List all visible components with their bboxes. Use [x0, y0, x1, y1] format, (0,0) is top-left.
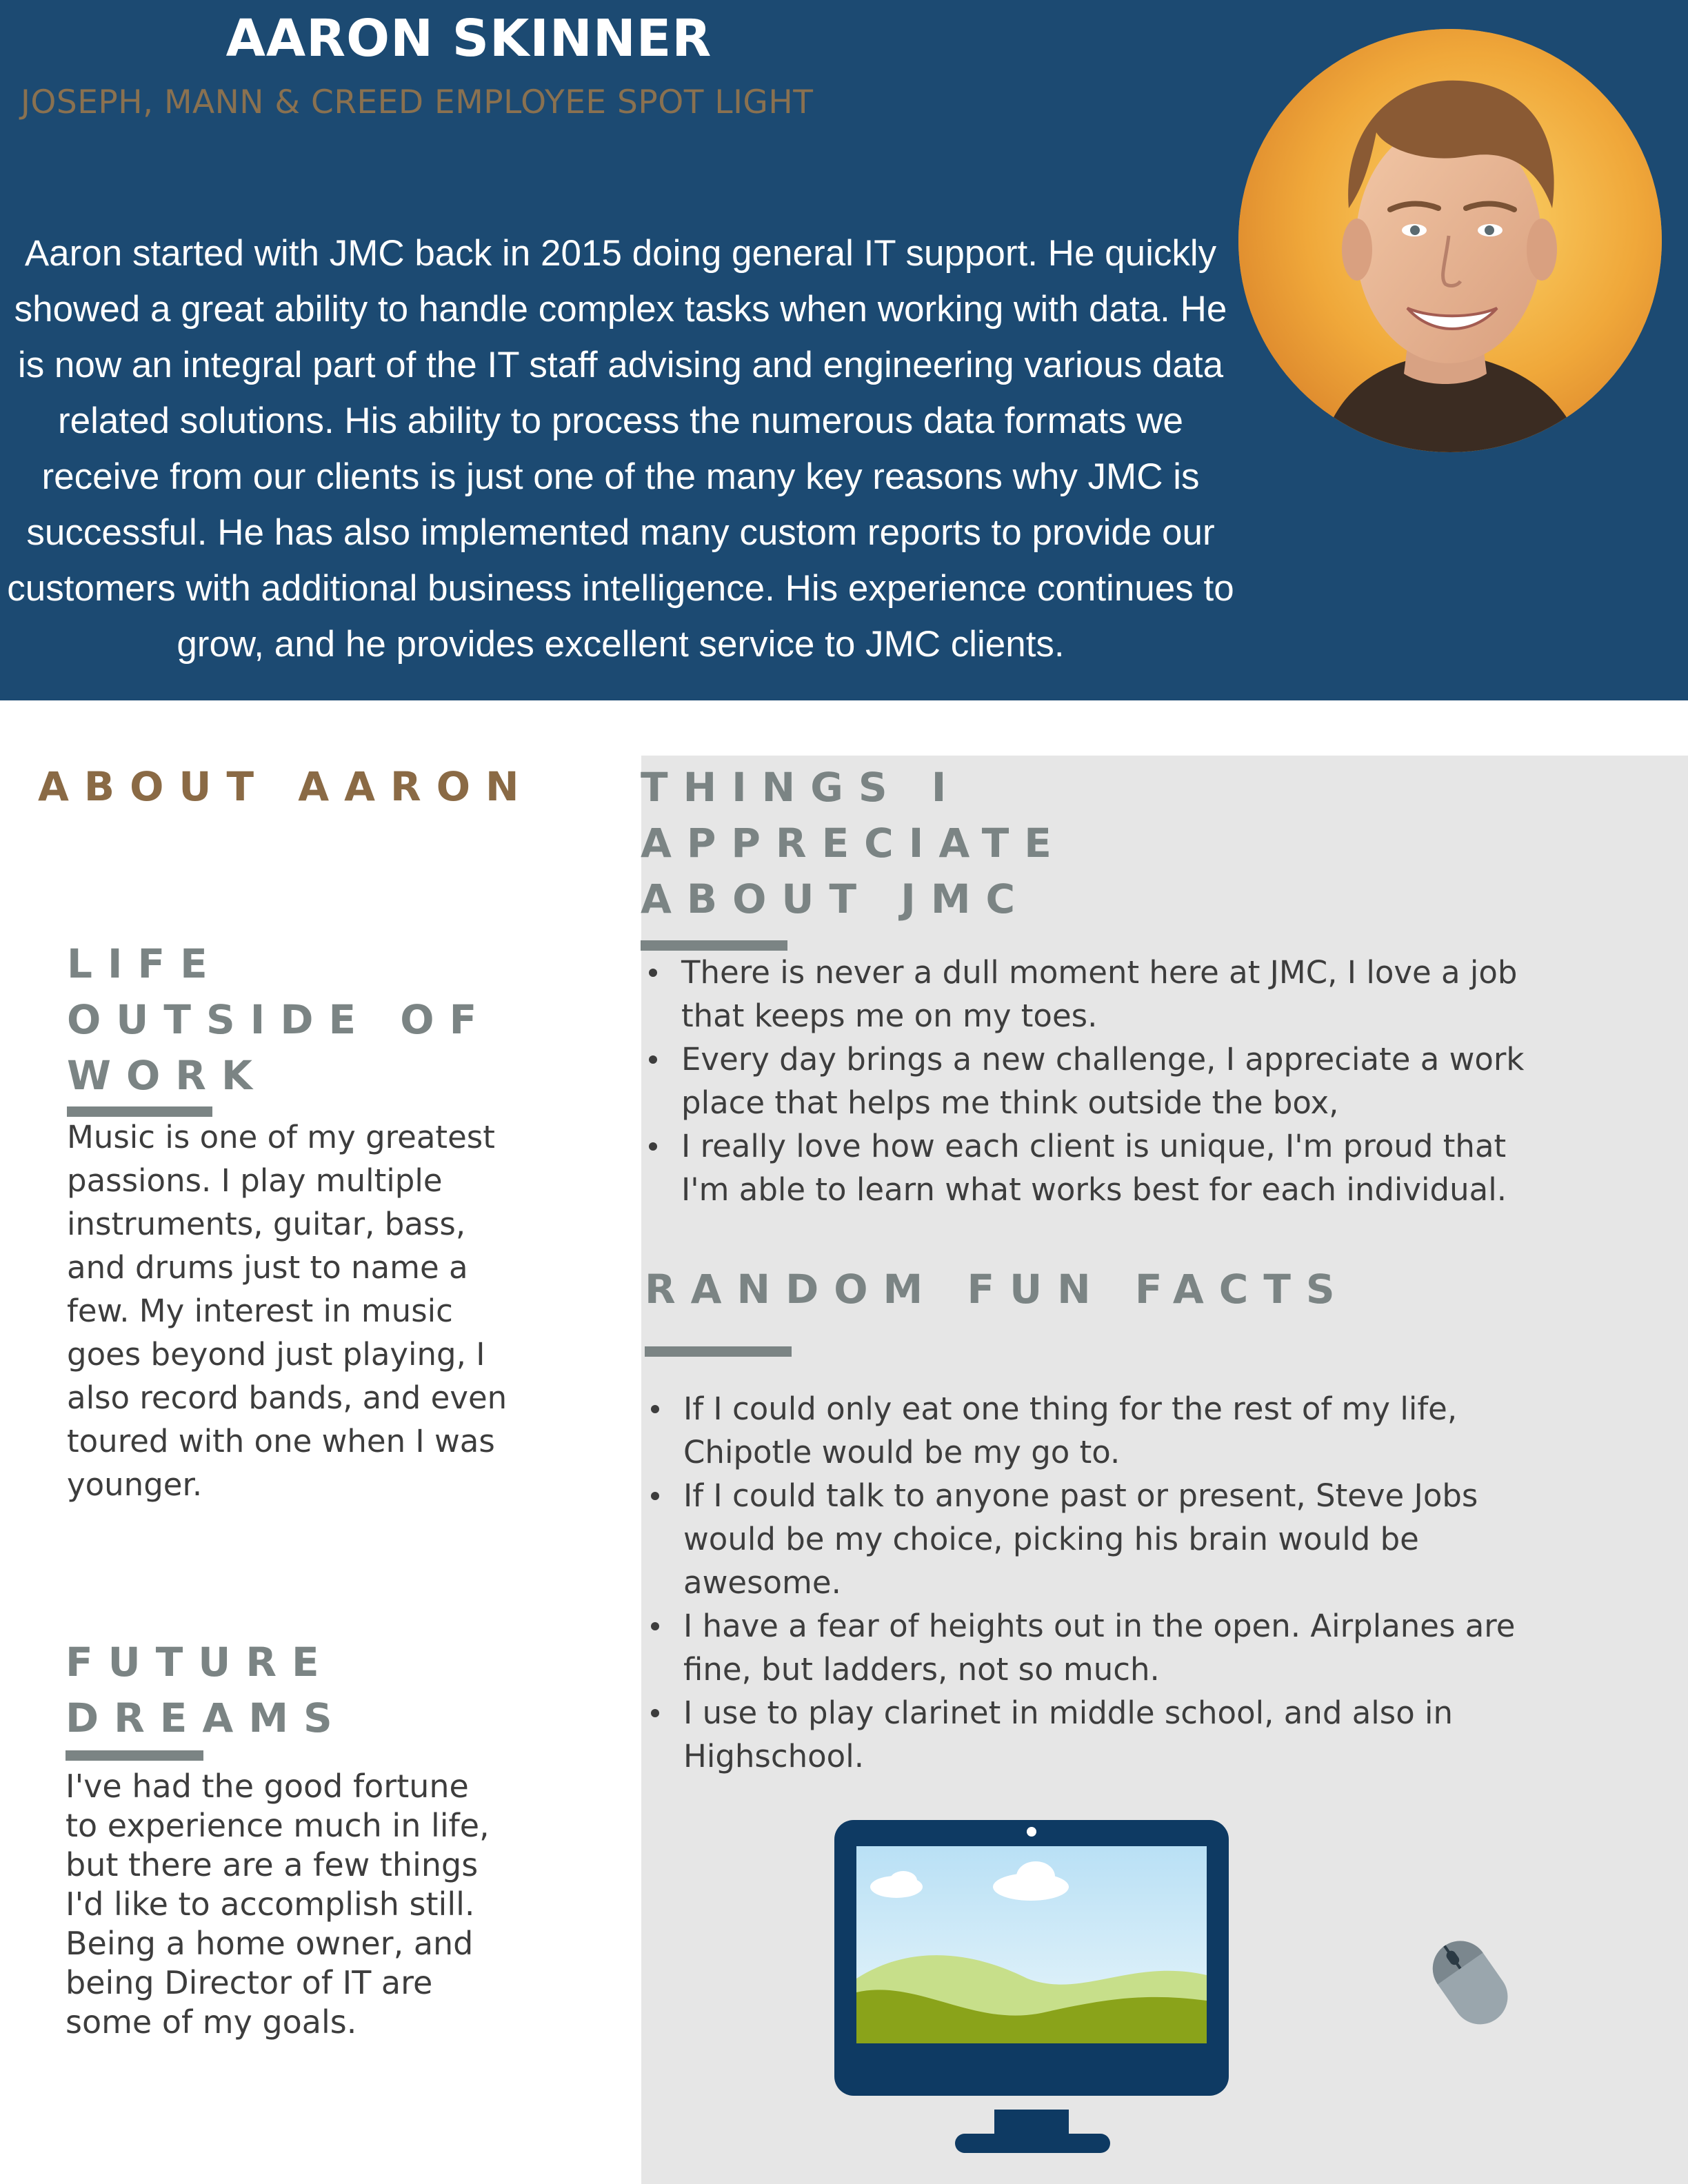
fun-facts-heading-underline — [645, 1346, 792, 1357]
intro-paragraph: Aaron started with JMC back in 2015 doing general IT support. He quickly showed a great ability to handle complex tasks when working with data. He is now an integral part of the IT staff advising and engineering various data related solutions. His ability to process the numerous data formats we receive from our clients is just one of the many key reasons why JMC is successful. He has also implemented many custom reports to provide our customers with additional business intelligence. His experience continues to grow, and he provides excellent service to JMC clients. — [7, 233, 1234, 665]
life-paragraph: Music is one of my greatest passions. I play multiple instruments, guitar, bass, and drums just to name a few. My interest in music goes beyond just playing, I also record bands, and even toured with one when I was younger. — [67, 1119, 508, 1503]
list-item: Every day brings a new challenge, I appreciate a work place that helps me think outside the box, — [643, 1038, 1540, 1124]
appreciate-list — [643, 951, 1540, 1211]
portrait-photo — [1238, 29, 1662, 452]
fun-facts-list — [645, 1387, 1542, 1778]
header-banner — [0, 0, 1688, 700]
spotlight-subtitle: JOSEPH, MANN & CREED EMPLOYEE SPOT LIGHT — [21, 83, 814, 121]
appreciate-heading: THINGS I APPRECIATE ABOUT JMC — [641, 764, 1067, 922]
fun-facts-heading: RANDOM FUN FACTS — [645, 1266, 1350, 1313]
about-heading: ABOUT AARON — [38, 763, 534, 810]
dreams-heading-underline — [66, 1750, 203, 1761]
employee-name: AARON SKINNER — [225, 9, 712, 68]
list-item: There is never a dull moment here at JMC, I love a job that keeps me on my toes. — [643, 951, 1540, 1038]
list-item: I use to play clarinet in middle school, and also in Highschool. — [645, 1691, 1542, 1778]
list-item: If I could talk to anyone past or present, Steve Jobs would be my choice, picking his brain would be awesome. — [645, 1474, 1542, 1604]
life-heading: LIFE OUTSIDE OF WORK — [67, 940, 492, 1099]
list-item: If I could only eat one thing for the rest of my life, Chipotle would be my go to. — [645, 1387, 1542, 1474]
list-item: I really love how each client is unique, I'm proud that I'm able to learn what works best for each individual. — [643, 1124, 1540, 1211]
desktop-monitor-icon — [834, 1820, 1231, 2158]
dreams-heading: FUTURE DREAMS — [66, 1639, 348, 1741]
dreams-paragraph: I've had the good fortune to experience much in life, but there are a few things I'd like to accomplish still. Being a home owner, and being Director of IT are some of my goals. — [66, 1768, 490, 2041]
computer-mouse-icon — [1424, 1930, 1520, 2041]
appreciate-heading-underline — [641, 940, 787, 951]
list-item: I have a fear of heights out in the open. Airplanes are fine, but ladders, not so much. — [645, 1604, 1542, 1691]
